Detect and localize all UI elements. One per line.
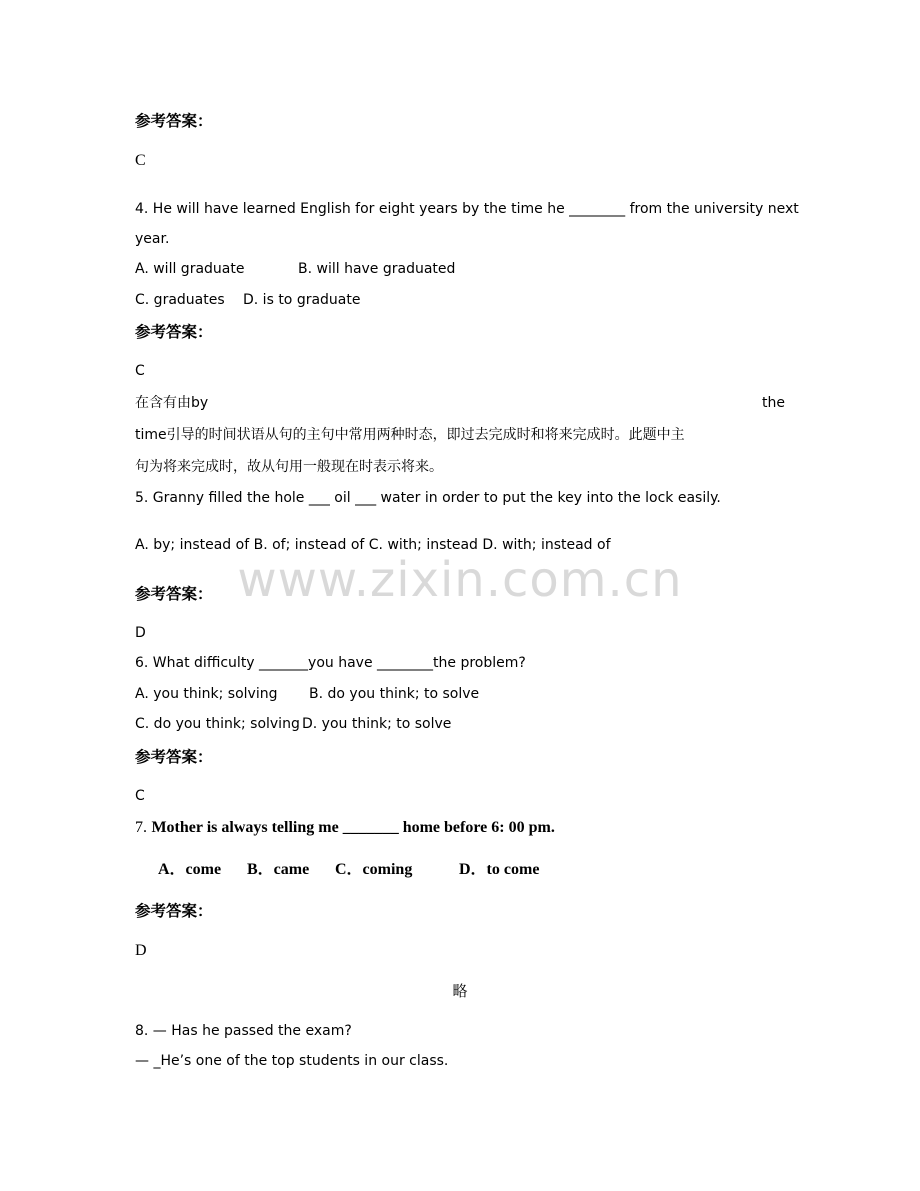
option-d: D. is to graduate xyxy=(243,292,361,308)
question-6-line-1: 6. What difficulty _______you have ________the problem? xyxy=(135,655,526,671)
question-5-line-1: 5. Granny filled the hole ___ oil ___ water in order to put the key into the lock easily. xyxy=(135,490,721,506)
answer-text: D xyxy=(135,625,146,641)
explanation-line-3: 句为将来完成时，故从句用一般现在时表示将来。 xyxy=(135,459,443,475)
answer-heading: 参考答案： xyxy=(135,112,213,130)
option-b: B. will have graduated xyxy=(298,261,456,277)
question-6-options-ab xyxy=(135,684,479,704)
option-b: B．came xyxy=(247,861,310,878)
option-d: D. you think; to solve xyxy=(302,716,452,732)
question-7-line-1 xyxy=(135,818,555,838)
question-4-line-1: 4. He will have learned English for eight years by the time he ________ from the university next xyxy=(135,201,799,217)
question-7-options xyxy=(158,860,539,880)
option-a: A. will graduate xyxy=(135,261,245,277)
option-c: C．coming xyxy=(335,861,413,878)
option-c: C. graduates xyxy=(135,292,225,308)
answer-text: C xyxy=(135,152,146,169)
question-4-options-cd xyxy=(135,290,360,310)
answer-heading: 参考答案： xyxy=(135,585,213,603)
question-4-line-2: year. xyxy=(135,231,170,247)
option-a: A．come xyxy=(158,861,222,878)
answer-note: 略 xyxy=(452,982,468,1000)
option-a: A. you think; solving xyxy=(135,686,278,702)
option-b: B. do you think; to solve xyxy=(309,686,480,702)
explanation-end: the xyxy=(762,395,785,411)
answer-text: C xyxy=(135,363,145,379)
answer-heading: 参考答案： xyxy=(135,748,213,766)
explanation-line-1 xyxy=(135,393,785,413)
question-text: Mother is always telling me _______ home before 6: 00 pm. xyxy=(151,819,555,836)
explanation-start: 在含有由by xyxy=(135,395,209,411)
option-c: C. do you think; solving xyxy=(135,716,300,732)
question-8-line-1: 8. — Has he passed the exam? xyxy=(135,1023,352,1039)
question-6-options-cd xyxy=(135,714,451,734)
explanation-line-2: time引导的时间状语从句的主句中常用两种时态，即过去完成时和将来完成时。此题中主 xyxy=(135,427,685,443)
question-8-line-2: — _He’s one of the top students in our class. xyxy=(135,1053,449,1069)
question-5-options: A. by; instead of B. of; instead of C. with; instead D. with; instead of xyxy=(135,537,611,553)
option-d: D．to come xyxy=(459,861,540,878)
answer-heading: 参考答案： xyxy=(135,323,213,341)
answer-text: C xyxy=(135,788,145,804)
answer-heading: 参考答案： xyxy=(135,902,213,920)
answer-text: D xyxy=(135,942,147,959)
question-number: 7. xyxy=(135,819,147,836)
watermark: www.zixin.com.cn xyxy=(237,552,683,608)
question-4-options-ab xyxy=(135,259,455,279)
